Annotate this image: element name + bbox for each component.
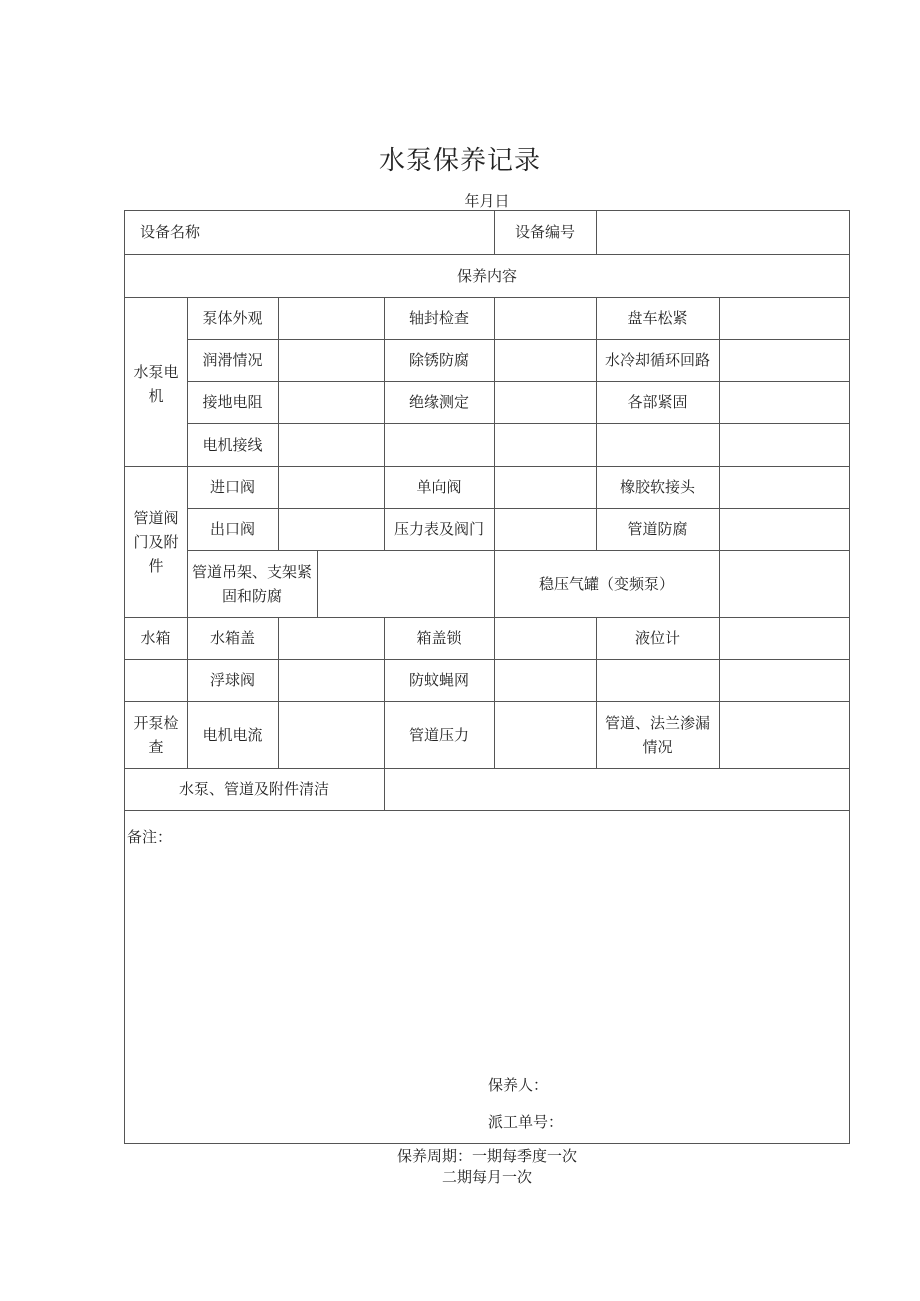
item-tank-lock: 箱盖锁	[416, 629, 462, 647]
item-pressure-tank: 稳压气罐（变频泵）	[538, 574, 674, 593]
item-lubrication: 润滑情况	[202, 351, 263, 369]
maintenance-cycle-line2: 二期每月一次	[441, 1168, 532, 1186]
item-water-cooling: 水冷却循环回路	[604, 351, 710, 369]
device-no-label: 设备编号	[514, 223, 575, 241]
page-title: 水泵保养记录	[378, 146, 541, 176]
item-rust: 除锈防腐	[408, 351, 469, 369]
item-float-valve: 浮球阀	[209, 671, 255, 689]
item-check-valve: 单向阀	[416, 478, 462, 496]
item-pressure-gauge: 压力表及阀门	[393, 520, 484, 538]
item-fastening: 各部紧固	[627, 393, 688, 411]
group-water-tank: 水箱	[140, 629, 171, 647]
group-pipe-valves: 管道阀门及附件	[133, 508, 179, 575]
item-outlet-valve: 出口阀	[209, 520, 255, 538]
item-tank-cover: 水箱盖	[209, 629, 255, 647]
item-pipe-hanger: 管道吊架、支架紧固和防腐	[191, 562, 312, 605]
maintainer-label: 保养人：	[488, 1076, 549, 1094]
device-name-label: 设备名称	[140, 223, 201, 241]
item-shaft-seal: 轴封检查	[408, 309, 469, 327]
item-insulation: 绝缘测定	[408, 393, 469, 411]
group-startup-check: 开泵检查	[133, 713, 179, 756]
item-pipe-pressure: 管道压力	[408, 725, 469, 744]
date-label: 年月日	[464, 192, 510, 210]
item-level-gauge: 液位计	[634, 629, 680, 647]
item-flange-leak: 管道、法兰渗漏情况	[604, 713, 710, 756]
section-title: 保养内容	[456, 266, 517, 285]
item-pump-body: 泵体外观	[202, 309, 263, 327]
item-cleaning: 水泵、管道及附件清洁	[178, 780, 329, 798]
item-inlet-valve: 进口阀	[209, 478, 255, 496]
device-no-field[interactable]	[596, 210, 849, 254]
item-motor-wiring: 电机接线	[202, 435, 263, 454]
remarks-label: 备注：	[127, 828, 173, 846]
item-turning: 盘车松紧	[627, 309, 688, 327]
item-grounding: 接地电阻	[202, 393, 263, 411]
work-order-label: 派工单号：	[488, 1113, 564, 1131]
item-motor-current: 电机电流	[202, 725, 263, 744]
item-fly-screen: 防蚊蝇网	[408, 671, 469, 689]
group-pump-motor: 水泵电机	[133, 362, 179, 405]
item-rubber-joint: 橡胶软接头	[619, 478, 695, 496]
maintenance-cycle-line1: 保养周期：一期每季度一次	[396, 1147, 577, 1165]
item-pipe-anticorrosion: 管道防腐	[627, 520, 688, 538]
